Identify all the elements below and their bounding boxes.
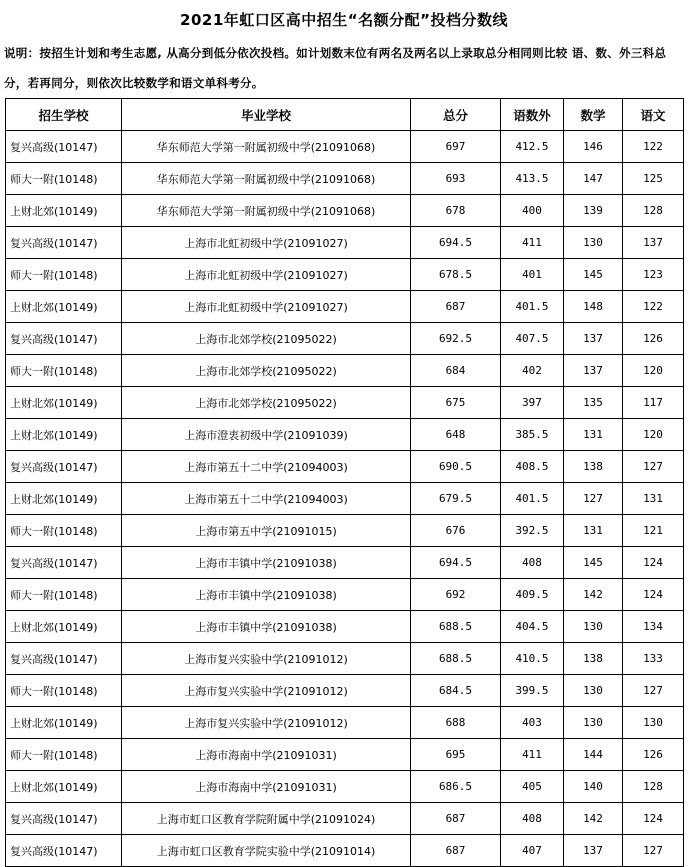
cme-score-cell: 407.5 [501, 323, 564, 355]
enroll-school-cell: 师大一附(10148) [6, 259, 122, 291]
cme-score-cell: 385.5 [501, 419, 564, 451]
graduate-school-cell: 上海市海南中学(21091031) [122, 739, 411, 771]
enroll-school-cell: 复兴高级(10147) [6, 643, 122, 675]
total-score-cell: 679.5 [411, 483, 501, 515]
header-chinese-math-english: 语数外 [501, 99, 564, 131]
math-score-cell: 130 [564, 227, 623, 259]
cme-score-cell: 408 [501, 547, 564, 579]
cme-score-cell: 404.5 [501, 611, 564, 643]
enroll-school-cell: 师大一附(10148) [6, 355, 122, 387]
total-score-cell: 694.5 [411, 547, 501, 579]
graduate-school-cell: 华东师范大学第一附属初级中学(21091068) [122, 131, 411, 163]
total-score-cell: 687 [411, 803, 501, 835]
table-row [6, 195, 684, 227]
total-score-cell: 684.5 [411, 675, 501, 707]
total-score-cell: 686.5 [411, 771, 501, 803]
table-row [6, 803, 684, 835]
math-score-cell: 145 [564, 259, 623, 291]
cme-score-cell: 405 [501, 771, 564, 803]
table-body [6, 131, 684, 867]
chinese-score-cell: 117 [623, 387, 684, 419]
total-score-cell: 688.5 [411, 611, 501, 643]
math-score-cell: 135 [564, 387, 623, 419]
math-score-cell: 130 [564, 707, 623, 739]
total-score-cell: 695 [411, 739, 501, 771]
table-row [6, 131, 684, 163]
cme-score-cell: 411 [501, 227, 564, 259]
total-score-cell: 687 [411, 291, 501, 323]
total-score-cell: 687 [411, 835, 501, 867]
graduate-school-cell: 上海市北虹初级中学(21091027) [122, 227, 411, 259]
graduate-school-cell: 上海市海南中学(21091031) [122, 771, 411, 803]
enroll-school-cell: 复兴高级(10147) [6, 803, 122, 835]
math-score-cell: 131 [564, 419, 623, 451]
math-score-cell: 144 [564, 739, 623, 771]
graduate-school-cell: 华东师范大学第一附属初级中学(21091068) [122, 195, 411, 227]
cme-score-cell: 409.5 [501, 579, 564, 611]
total-score-cell: 678 [411, 195, 501, 227]
enroll-school-cell: 复兴高级(10147) [6, 547, 122, 579]
chinese-score-cell: 124 [623, 579, 684, 611]
enroll-school-cell: 复兴高级(10147) [6, 131, 122, 163]
cme-score-cell: 401 [501, 259, 564, 291]
math-score-cell: 142 [564, 803, 623, 835]
table-row [6, 163, 684, 195]
chinese-score-cell: 123 [623, 259, 684, 291]
chinese-score-cell: 137 [623, 227, 684, 259]
header-math: 数学 [564, 99, 623, 131]
graduate-school-cell: 上海市第五十二中学(21094003) [122, 483, 411, 515]
chinese-score-cell: 127 [623, 451, 684, 483]
total-score-cell: 688 [411, 707, 501, 739]
graduate-school-cell: 上海市澄衷初级中学(21091039) [122, 419, 411, 451]
chinese-score-cell: 130 [623, 707, 684, 739]
cme-score-cell: 401.5 [501, 291, 564, 323]
chinese-score-cell: 127 [623, 675, 684, 707]
math-score-cell: 137 [564, 835, 623, 867]
table-header-row [6, 99, 684, 131]
table-row [6, 355, 684, 387]
table-row [6, 771, 684, 803]
chinese-score-cell: 133 [623, 643, 684, 675]
enroll-school-cell: 上财北郊(10149) [6, 195, 122, 227]
table-row [6, 611, 684, 643]
enroll-school-cell: 上财北郊(10149) [6, 387, 122, 419]
enroll-school-cell: 师大一附(10148) [6, 515, 122, 547]
chinese-score-cell: 120 [623, 419, 684, 451]
chinese-score-cell: 124 [623, 547, 684, 579]
enroll-school-cell: 上财北郊(10149) [6, 611, 122, 643]
chinese-score-cell: 127 [623, 835, 684, 867]
math-score-cell: 127 [564, 483, 623, 515]
table-row [6, 707, 684, 739]
graduate-school-cell: 上海市虹口区教育学院实验中学(21091014) [122, 835, 411, 867]
cme-score-cell: 403 [501, 707, 564, 739]
cme-score-cell: 400 [501, 195, 564, 227]
graduate-school-cell: 上海市北郊学校(21095022) [122, 323, 411, 355]
table-row [6, 419, 684, 451]
enroll-school-cell: 师大一附(10148) [6, 739, 122, 771]
table-row [6, 387, 684, 419]
math-score-cell: 146 [564, 131, 623, 163]
table-row [6, 579, 684, 611]
graduate-school-cell: 上海市北虹初级中学(21091027) [122, 259, 411, 291]
header-total-score: 总分 [411, 99, 501, 131]
chinese-score-cell: 131 [623, 483, 684, 515]
table-row [6, 483, 684, 515]
chinese-score-cell: 125 [623, 163, 684, 195]
math-score-cell: 139 [564, 195, 623, 227]
cme-score-cell: 411 [501, 739, 564, 771]
chinese-score-cell: 122 [623, 131, 684, 163]
math-score-cell: 140 [564, 771, 623, 803]
enroll-school-cell: 复兴高级(10147) [6, 323, 122, 355]
total-score-cell: 692 [411, 579, 501, 611]
table-row [6, 515, 684, 547]
table-row [6, 739, 684, 771]
table-row [6, 643, 684, 675]
math-score-cell: 142 [564, 579, 623, 611]
math-score-cell: 137 [564, 355, 623, 387]
graduate-school-cell: 上海市复兴实验中学(21091012) [122, 675, 411, 707]
table-row [6, 323, 684, 355]
cme-score-cell: 402 [501, 355, 564, 387]
page-title: 2021年虹口区高中招生“名额分配”投档分数线 [180, 11, 508, 29]
total-score-cell: 697 [411, 131, 501, 163]
chinese-score-cell: 122 [623, 291, 684, 323]
enroll-school-cell: 上财北郊(10149) [6, 419, 122, 451]
graduate-school-cell: 上海市北郊学校(21095022) [122, 355, 411, 387]
graduate-school-cell: 上海市复兴实验中学(21091012) [122, 643, 411, 675]
note-text: 说明：按招生计划和考生志愿, 从高分到低分依次投档。如计划数末位有两名及两名以上录取总分相同则比较 语、数、外三科总分，若再同分，则依次比较数学和语文单科考分。 [4, 46, 667, 90]
total-score-cell: 684 [411, 355, 501, 387]
math-score-cell: 148 [564, 291, 623, 323]
table-row [6, 259, 684, 291]
math-score-cell: 130 [564, 675, 623, 707]
cme-score-cell: 408 [501, 803, 564, 835]
chinese-score-cell: 126 [623, 323, 684, 355]
chinese-score-cell: 128 [623, 771, 684, 803]
total-score-cell: 690.5 [411, 451, 501, 483]
total-score-cell: 688.5 [411, 643, 501, 675]
enroll-school-cell: 师大一附(10148) [6, 675, 122, 707]
graduate-school-cell: 上海市第五中学(21091015) [122, 515, 411, 547]
total-score-cell: 692.5 [411, 323, 501, 355]
cme-score-cell: 407 [501, 835, 564, 867]
chinese-score-cell: 120 [623, 355, 684, 387]
table-row [6, 227, 684, 259]
enroll-school-cell: 上财北郊(10149) [6, 707, 122, 739]
graduate-school-cell: 上海市丰镇中学(21091038) [122, 611, 411, 643]
total-score-cell: 676 [411, 515, 501, 547]
math-score-cell: 130 [564, 611, 623, 643]
header-chinese: 语文 [623, 99, 684, 131]
math-score-cell: 138 [564, 451, 623, 483]
enroll-school-cell: 师大一附(10148) [6, 163, 122, 195]
enroll-school-cell: 师大一附(10148) [6, 579, 122, 611]
total-score-cell: 694.5 [411, 227, 501, 259]
chinese-score-cell: 121 [623, 515, 684, 547]
enroll-school-cell: 复兴高级(10147) [6, 451, 122, 483]
enroll-school-cell: 复兴高级(10147) [6, 227, 122, 259]
header-enroll-school: 招生学校 [6, 99, 122, 131]
score-table [5, 98, 684, 867]
cme-score-cell: 399.5 [501, 675, 564, 707]
total-score-cell: 648 [411, 419, 501, 451]
enroll-school-cell: 上财北郊(10149) [6, 771, 122, 803]
chinese-score-cell: 128 [623, 195, 684, 227]
math-score-cell: 138 [564, 643, 623, 675]
graduate-school-cell: 上海市丰镇中学(21091038) [122, 547, 411, 579]
table-row [6, 675, 684, 707]
enroll-school-cell: 上财北郊(10149) [6, 483, 122, 515]
header-graduate-school: 毕业学校 [122, 99, 411, 131]
math-score-cell: 131 [564, 515, 623, 547]
chinese-score-cell: 124 [623, 803, 684, 835]
table-row [6, 835, 684, 867]
math-score-cell: 145 [564, 547, 623, 579]
graduate-school-cell: 上海市复兴实验中学(21091012) [122, 707, 411, 739]
cme-score-cell: 392.5 [501, 515, 564, 547]
chinese-score-cell: 126 [623, 739, 684, 771]
cme-score-cell: 408.5 [501, 451, 564, 483]
chinese-score-cell: 134 [623, 611, 684, 643]
graduate-school-cell: 上海市虹口区教育学院附属中学(21091024) [122, 803, 411, 835]
total-score-cell: 693 [411, 163, 501, 195]
table-row [6, 291, 684, 323]
table-row [6, 547, 684, 579]
graduate-school-cell: 上海市丰镇中学(21091038) [122, 579, 411, 611]
cme-score-cell: 397 [501, 387, 564, 419]
math-score-cell: 147 [564, 163, 623, 195]
enroll-school-cell: 上财北郊(10149) [6, 291, 122, 323]
math-score-cell: 137 [564, 323, 623, 355]
cme-score-cell: 412.5 [501, 131, 564, 163]
enroll-school-cell: 复兴高级(10147) [6, 835, 122, 867]
graduate-school-cell: 上海市北郊学校(21095022) [122, 387, 411, 419]
total-score-cell: 678.5 [411, 259, 501, 291]
cme-score-cell: 401.5 [501, 483, 564, 515]
table-row [6, 451, 684, 483]
graduate-school-cell: 华东师范大学第一附属初级中学(21091068) [122, 163, 411, 195]
graduate-school-cell: 上海市第五十二中学(21094003) [122, 451, 411, 483]
graduate-school-cell: 上海市北虹初级中学(21091027) [122, 291, 411, 323]
cme-score-cell: 413.5 [501, 163, 564, 195]
cme-score-cell: 410.5 [501, 643, 564, 675]
total-score-cell: 675 [411, 387, 501, 419]
